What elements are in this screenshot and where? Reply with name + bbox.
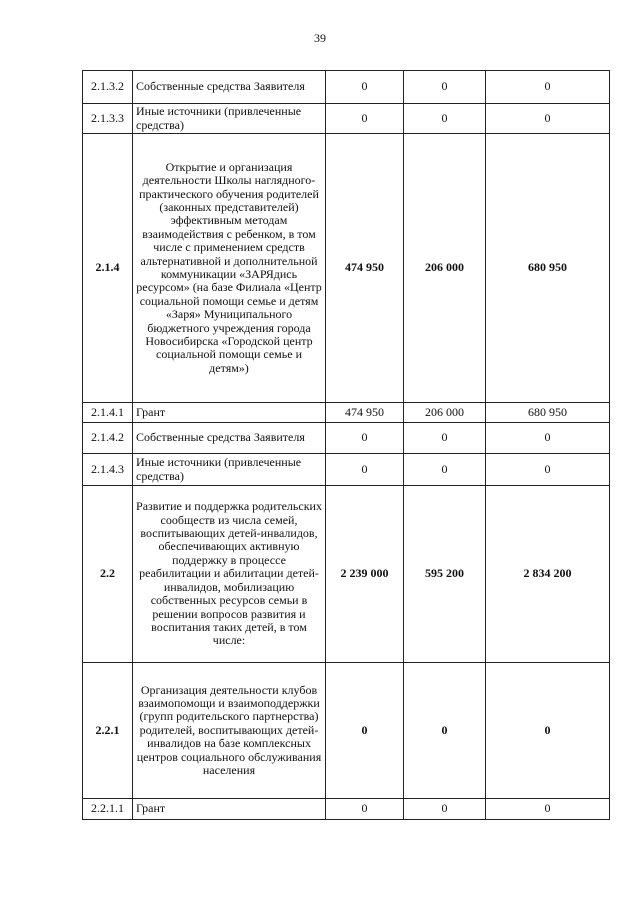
row-name: Грант <box>133 403 326 423</box>
row-number: 2.1.4.1 <box>83 403 133 423</box>
row-value-2: 206 000 <box>404 134 486 403</box>
row-value-3: 680 950 <box>486 403 610 423</box>
row-value-1: 0 <box>326 663 404 799</box>
row-number: 2.1.4 <box>83 134 133 403</box>
row-name: Развитие и поддержка родительских сообществ из числа семей, воспитывающих детей-инвалидов, обеспечивающих активную поддержку в процессе реабилитации и абилитации детей-инвалидов, мобилизацию собственных ресурсов семьи в решении вопросов развития и воспитания таких детей, в том числе: <box>133 486 326 663</box>
row-name: Грант <box>133 799 326 820</box>
table-row <box>83 104 610 134</box>
row-name: Собственные средства Заявителя <box>133 71 326 104</box>
row-value-2: 0 <box>404 423 486 454</box>
row-name: Организация деятельности клубов взаимопомощи и взаимоподдержки (групп родительского партнерства) родителей, воспитывающих детей-инвалидов на базе комплексных центров социального обслуживания населения <box>133 663 326 799</box>
row-value-2: 0 <box>404 663 486 799</box>
row-value-3: 2 834 200 <box>486 486 610 663</box>
row-value-3: 0 <box>486 423 610 454</box>
row-value-1: 0 <box>326 71 404 104</box>
page-number: 39 <box>314 31 326 45</box>
row-value-1: 0 <box>326 799 404 820</box>
row-number: 2.2 <box>83 486 133 663</box>
row-value-1: 0 <box>326 423 404 454</box>
table-row <box>83 71 610 104</box>
row-value-3: 0 <box>486 454 610 486</box>
row-number: 2.2.1 <box>83 663 133 799</box>
row-value-1: 0 <box>326 104 404 134</box>
table-row <box>83 663 610 799</box>
table-row <box>83 403 610 423</box>
row-value-2: 595 200 <box>404 486 486 663</box>
row-value-3: 0 <box>486 799 610 820</box>
row-number: 2.1.3.3 <box>83 104 133 134</box>
table-row <box>83 486 610 663</box>
row-value-2: 206 000 <box>404 403 486 423</box>
table-row <box>83 134 610 403</box>
row-value-2: 0 <box>404 799 486 820</box>
row-value-1: 474 950 <box>326 403 404 423</box>
row-name: Открытие и организация деятельности Школы наглядного-практического обучения родителей (законных представителей) эффективным методам взаимодействия с ребенком, в том числе с применением средств альтернативной и дополнительной коммуникации «ЗАРЯдись ресурсом» (на базе Филиала «Центр социальной помощи семье и детям «Заря» Муниципального бюджетного учреждения города Новосибирска «Городской центр социальной помощи семье и детям») <box>133 134 326 403</box>
row-value-2: 0 <box>404 71 486 104</box>
row-value-1: 2 239 000 <box>326 486 404 663</box>
table-row <box>83 454 610 486</box>
row-value-2: 0 <box>404 454 486 486</box>
table-row <box>83 799 610 820</box>
row-number: 2.1.4.2 <box>83 423 133 454</box>
row-number: 2.1.4.3 <box>83 454 133 486</box>
row-value-1: 0 <box>326 454 404 486</box>
row-value-1: 474 950 <box>326 134 404 403</box>
table-row <box>83 423 610 454</box>
row-value-3: 0 <box>486 71 610 104</box>
row-number: 2.2.1.1 <box>83 799 133 820</box>
row-value-3: 0 <box>486 104 610 134</box>
row-value-3: 0 <box>486 663 610 799</box>
row-name: Иные источники (привлеченные средства) <box>133 104 326 134</box>
row-number: 2.1.3.2 <box>83 71 133 104</box>
row-name: Иные источники (привлеченные средства) <box>133 454 326 486</box>
budget-table <box>82 70 610 820</box>
row-name: Собственные средства Заявителя <box>133 423 326 454</box>
row-value-3: 680 950 <box>486 134 610 403</box>
row-value-2: 0 <box>404 104 486 134</box>
